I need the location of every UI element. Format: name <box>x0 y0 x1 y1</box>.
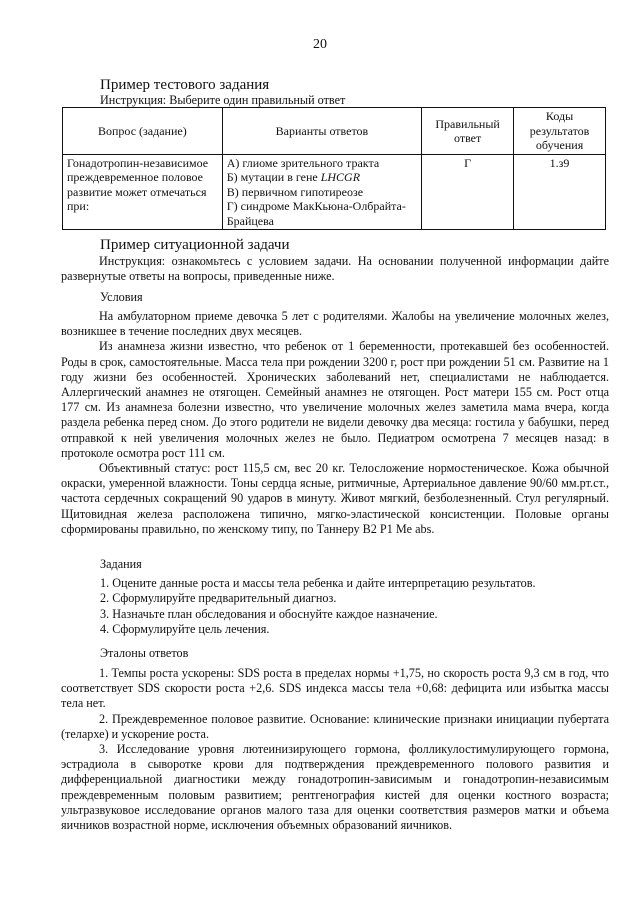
question-cell: Гонадотропин-независимое преждевременное половое развитие может отмечаться при: <box>63 155 223 230</box>
conditions-block <box>61 309 609 537</box>
tasks-title: Задания <box>100 557 142 571</box>
answers-title: Эталоны ответов <box>100 646 189 660</box>
answer-paragraph: 3. Исследование уровня лютеинизирующего гормона, фолликулостимулирующего гормона, эстрадиола в сыворотке крови для подтверждения преждевременного полового развития и дифференциальной диагностики между гонадотропин-зависимым и гонадотропин-независимым преждевременным половым развитием; рентгенография кистей для оценки костного возраста; ультразвуковое исследование органов малого таза для оценки соответствия размеров матки и объема яичников возрастной норме, исключения объемных образований яичников. <box>61 742 609 833</box>
option-c: В) первичном гипотиреозе <box>226 184 364 199</box>
option-b: Б) мутации в гене LHCGR <box>226 170 361 185</box>
header-options: Варианты ответов <box>222 108 421 155</box>
case-instruction-block <box>61 254 609 284</box>
conditions-title: Условия <box>100 290 143 304</box>
code-cell: 1.з9 <box>514 155 606 230</box>
condition-paragraph: Из анамнеза жизни известно, что ребенок от 1 беременности, протекавшей без особенностей. Роды в срок, самостоятельные. Масса тела при рождении 3200 г, рост при рождении 51 см. Развитие на 1 году жизни без особенностей. Хронических заболеваний нет, специалистами не наблюдается. Аллергический анамнез не отягощен. Семейный анамнез не отягощен. Рост матери 155 см. Рост отца 177 см. Из анамнеза болезни известно, что увеличение молочных желез заметила мама вчера, когда раздела ребенка перед сном. До этого родители не видели девочку два месяца: гостила у бабушки, перед отправкой к ней увеличения молочных желез не было. Педиатром осмотрена 7 месяцев назад: в протоколе осмотра рост 111 см. <box>61 339 609 460</box>
option-a: А) глиоме зрительного тракта <box>226 156 380 170</box>
test-table <box>62 107 606 230</box>
option-d: Г) синдроме МакКьюна-Олбрайта-Брайцева <box>226 199 406 228</box>
answer-paragraph: 1. Темпы роста ускорены: SDS роста в пределах нормы +1,75, но скорость роста 9,3 см в год, что соответствует SDS скорости роста +2,6. SDS индекса массы тела +0,68: дефицита или избытка массы тела нет. <box>61 666 609 711</box>
test-title: Пример тестового задания <box>100 77 270 93</box>
list-item: 3. Назначьте план обследования и обоснуйте каждое назначение. <box>100 606 438 621</box>
list-item: 1. Оцените данные роста и массы тела ребенка и дайте интерпретацию результатов. <box>100 576 536 590</box>
table-row <box>63 155 606 230</box>
page-number: 20 <box>313 37 327 52</box>
header-answer: Правильный ответ <box>422 108 514 155</box>
table-header-row <box>63 108 606 155</box>
answer-paragraph: 2. Преждевременное половое развитие. Основание: клинические признаки инициации пубертата (телархе) и ускорение роста. <box>61 711 609 741</box>
header-question: Вопрос (задание) <box>63 108 223 155</box>
answer-cell: Г <box>422 155 514 230</box>
options-cell <box>222 155 421 230</box>
case-title: Пример ситуационной задачи <box>100 237 290 253</box>
list-item: 4. Сформулируйте цель лечения. <box>100 622 270 637</box>
tasks-list <box>100 576 536 638</box>
list-item: 2. Сформулируйте предварительный диагноз. <box>100 591 337 606</box>
test-instruction: Инструкция: Выберите один правильный ответ <box>100 93 346 107</box>
header-codes: Коды результатов обучения <box>514 108 606 155</box>
condition-paragraph: Объективный статус: рост 115,5 см, вес 20 кг. Телосложение нормостеническое. Кожа обычной окраски, умеренной влажности. Тоны сердца ясные, ритмичные, Артериальное давление 90/60 мм.рт.ст., частота сердечных сокращений 90 ударов в минуту. Живот мягкий, безболезненный. Стул регулярный. Щитовидная железа расположена типично, мягко-эластической консистенции. Половые органы сформированы правильно, по женскому типу, по Таннеру B2 P1 Me abs. <box>61 461 609 536</box>
condition-paragraph: На амбулаторном приеме девочка 5 лет с родителями. Жалобы на увеличение молочных желез, возникшее в течение последних двух месяцев. <box>61 309 609 339</box>
answers-block <box>61 666 609 833</box>
case-instruction: Инструкция: ознакомьтесь с условием задачи. На основании полученной информации дайте развернутые ответы на вопросы, приведенные ниже. <box>61 254 609 284</box>
